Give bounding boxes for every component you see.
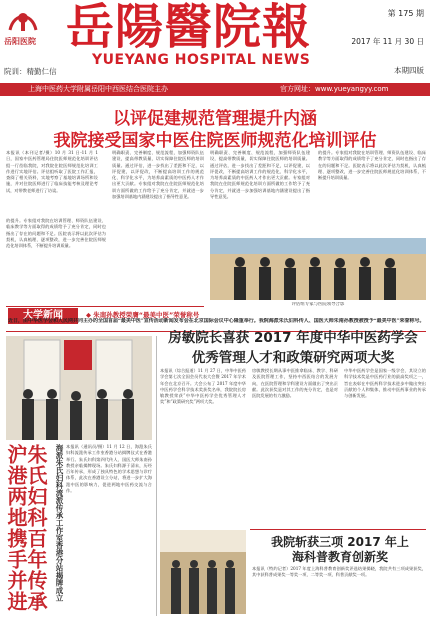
newspaper-title-english: YUEYANG HOSPITAL NEWS <box>92 52 311 68</box>
lead-headline-2: 我院接受国家中医住院医师规范化培训评估 <box>53 131 377 151</box>
innovation-photo <box>160 530 246 614</box>
innovation-headline-2: 海科普教育创新奖 <box>291 550 388 564</box>
feature-headline-1: 房敏院长喜获 2017 年度中华中医药学会 <box>168 330 418 346</box>
affiliation-text: 上海中医药大学附属岳阳中西医结合医院主办 <box>28 85 168 93</box>
brief-body: 近日，由中华医学会和人民网共同主办的全国首届“最美中医”宣传活动新闻发布会在北京国际会议中心隆重举行。我院海派朱氏妇科传人、国医大师朱南孙教授被授予“最美中医”荣誉称号。 <box>8 318 425 324</box>
website-link[interactable]: 官方网址：www.yueyangyy.com <box>280 85 389 93</box>
feature-headline-2: 优秀管理人才和政策研究两项大奖 <box>191 350 395 366</box>
profile-vertical-title: 朱氏妇科百年传承 沪港两地携手并进 <box>4 444 48 612</box>
innovation-body: 本报讯（特约记者）2017 年度上海科普教育创新奖评选结果揭晓，我院共有三项成果获奖，其中获科普成果奖一等奖一项、二等奖一项、科普贡献奖一项。 <box>252 566 426 578</box>
feature-body-c: 中华中医药学会是国家一级学会，其设立的科学技术奖是中医药行业的最高奖项之一，旨在表彰在中医药科学技术进步中做出突出贡献的个人和集体，推动中医药事业的传承与创新发展。 <box>344 368 426 399</box>
lead-photo <box>210 238 426 300</box>
newspaper-title: 岳陽醫院報 <box>66 0 312 55</box>
divider <box>250 529 426 530</box>
profile-vertical-subtitle: 海派朱氏妇科流派传承工作室香港分站揭牌成立 <box>55 444 64 602</box>
section-tag: 大学新闻 <box>8 308 78 324</box>
innovation-headline-1: 我院斩获三项 2017 年上 <box>271 535 409 549</box>
lead-body-mid: 明确职责、完善制度、规范流程，加强师资队伍建设，提高带教质量，切实保障住院医师的培训质量。通过评估，进一步找出了差距和不足，以评促建，以评促改，不断提高培训工作的规范化、科学化水平，为培养高素质的中医药人才作出更大贡献。专家组对我院在住院医师规范化培训方面所做的工作给予了充分肯定，并就进一步加强培训基地内涵建设提出了指导性意见。 <box>112 150 204 200</box>
lead-body-left: 本报讯（本刊记者/摄）10 月 31 日-11 月 1 日，国家中医药管理局住院医师规范化培训评估组一行莅临我院，对我院住院医师规范化培训工作进行实地评估。评估组听取了医院工作汇报，查阅了相关资料，实地考察了基地培训场所和设施，并对住院医师进行了临床技能考核及理论考试，对带教老师进行了访谈。 <box>6 150 98 193</box>
issue-number: 第 175 期 <box>387 9 424 18</box>
issue-pages: 本期四版 <box>394 66 424 75</box>
logo-text: 岳阳医院 <box>4 37 36 46</box>
lead-body-mid2: 明确职责、完善制度、规范流程，加强师资队伍建设，提高带教质量，切实保障住院医师的培训质量。通过评估，进一步找出了差距和不足，以评促建，以评促改，不断提高培训工作的规范化、科学化水平，为培养高素质的中医药人才作出更大贡献。专家组对我院在住院医师规范化培训方面所做的工作给予了充分肯定，并就进一步加强培训基地内涵建设提出了指导性意见。 <box>210 150 310 200</box>
issue-date: 2017 年 11 月 30 日 <box>351 37 424 46</box>
lead-headline-1: 以评促建规范管理提升内涵 <box>113 109 317 129</box>
lead-body-right: 的提升。专家组对我院在培训管理、师资队伍建设、临床教学等方面取得的成绩给予了充分肯定，同时也指出了存在的问题和不足。医院表示将以此次评估为契机，认真梳理、逐项整改，进一步完善住院医师规范化培训体系，不断提升培训质量。 <box>318 150 426 181</box>
profile-body: 本报讯（通讯员/摄）11 月 12 日，海派朱氏妇科流派传承工作室香港分站揭牌仪式在香港举行。朱氏妇科第四代传人、国医大师朱南孙教授亲临揭牌现场。朱氏妇科源于清末，历经百年传承，形成了独具特色的学术思想与诊疗体系，此次在香港设立分站，将进一步扩大海派中医的影响力，促进两地中医药交流与合作。 <box>66 444 152 494</box>
masthead <box>0 0 430 82</box>
column-divider <box>156 336 157 616</box>
info-bar <box>0 83 430 96</box>
feature-body-b: 房敏教授长期从事中医推拿临床、教学、科研及医院管理工作，坚持中西医结合的发展方向，在医院管理和学科建设方面做出了突出贡献。此次获奖是对其工作的充分肯定，也是对医院发展的有力激励。 <box>252 368 338 399</box>
hospital-motto: 院训：精勤仁信 <box>4 67 57 76</box>
lead-body-left-2: 的提升。专家组对我院在培训管理、师资队伍建设、临床教学等方面取得的成绩给予了充分肯定，同时也指出了存在的问题和不足。医院表示将以此次评估为契机，认真梳理、逐项整改，进一步完善住院医师规范化培训体系，不断提升培训质量。 <box>6 218 106 249</box>
hospital-logo-icon <box>6 4 40 34</box>
ceremony-photo <box>6 336 152 440</box>
brief-headline[interactable]: ◆ 朱南孙教授荣膺“最美中医”荣誉称号 <box>86 311 200 319</box>
feature-body-a: 本报讯（综合报道）11 月 27 日，中华中医药学会第七次全国会员代表大会暨 2017 年学术年会在北京召开。大会公布了 2017 年度中华中医药学会科学技术奖获奖名单，我院院长房敏教授荣获“中华中医药学会优秀管理人才奖”和“政策研究奖”两项大奖。 <box>160 368 246 405</box>
divider <box>6 306 204 307</box>
lead-photo-caption: 评估组专家与医院领导合影 <box>291 302 345 307</box>
